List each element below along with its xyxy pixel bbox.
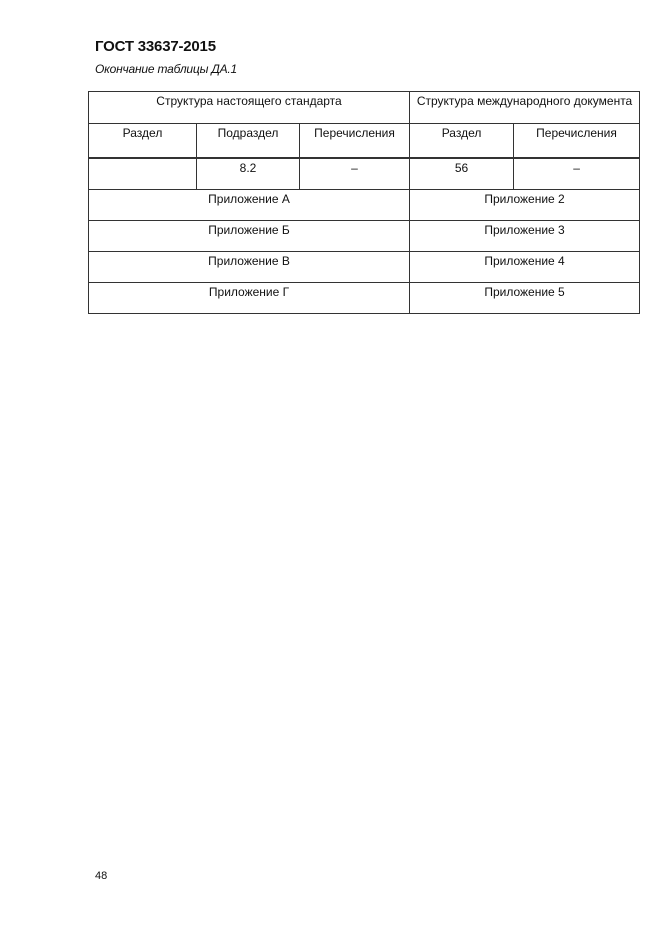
table-cell <box>89 158 197 190</box>
table-row <box>89 158 640 190</box>
column-header-enumerations: Перечисления <box>300 124 410 159</box>
page-number: 48 <box>95 870 108 882</box>
appendix-standard-cell: Приложение В <box>89 252 410 283</box>
appendix-international-cell: Приложение 2 <box>410 190 640 221</box>
table-cell: 8.2 <box>197 158 300 190</box>
column-header-intl-enumerations: Перечисления <box>514 124 640 159</box>
table-row <box>89 190 640 221</box>
table-column-header-row <box>89 124 640 159</box>
appendix-standard-cell: Приложение Г <box>89 283 410 314</box>
appendix-international-cell: Приложение 4 <box>410 252 640 283</box>
table-row <box>89 252 640 283</box>
table-cell: – <box>300 158 410 190</box>
table-caption: Окончание таблицы ДА.1 <box>95 62 237 76</box>
column-header-subsection: Подраздел <box>197 124 300 159</box>
group-header-standard: Структура настоящего стандарта <box>89 92 410 124</box>
appendix-international-cell: Приложение 3 <box>410 221 640 252</box>
structure-comparison-table <box>88 91 640 314</box>
column-header-intl-section: Раздел <box>410 124 514 159</box>
table-row <box>89 221 640 252</box>
table-row <box>89 283 640 314</box>
group-header-international: Структура международного документа <box>410 92 640 124</box>
appendix-international-cell: Приложение 5 <box>410 283 640 314</box>
table-cell: – <box>514 158 640 190</box>
appendix-standard-cell: Приложение А <box>89 190 410 221</box>
column-header-section: Раздел <box>89 124 197 159</box>
table-cell: 56 <box>410 158 514 190</box>
table-group-header-row <box>89 92 640 124</box>
appendix-standard-cell: Приложение Б <box>89 221 410 252</box>
document-code: ГОСТ 33637-2015 <box>95 38 216 55</box>
